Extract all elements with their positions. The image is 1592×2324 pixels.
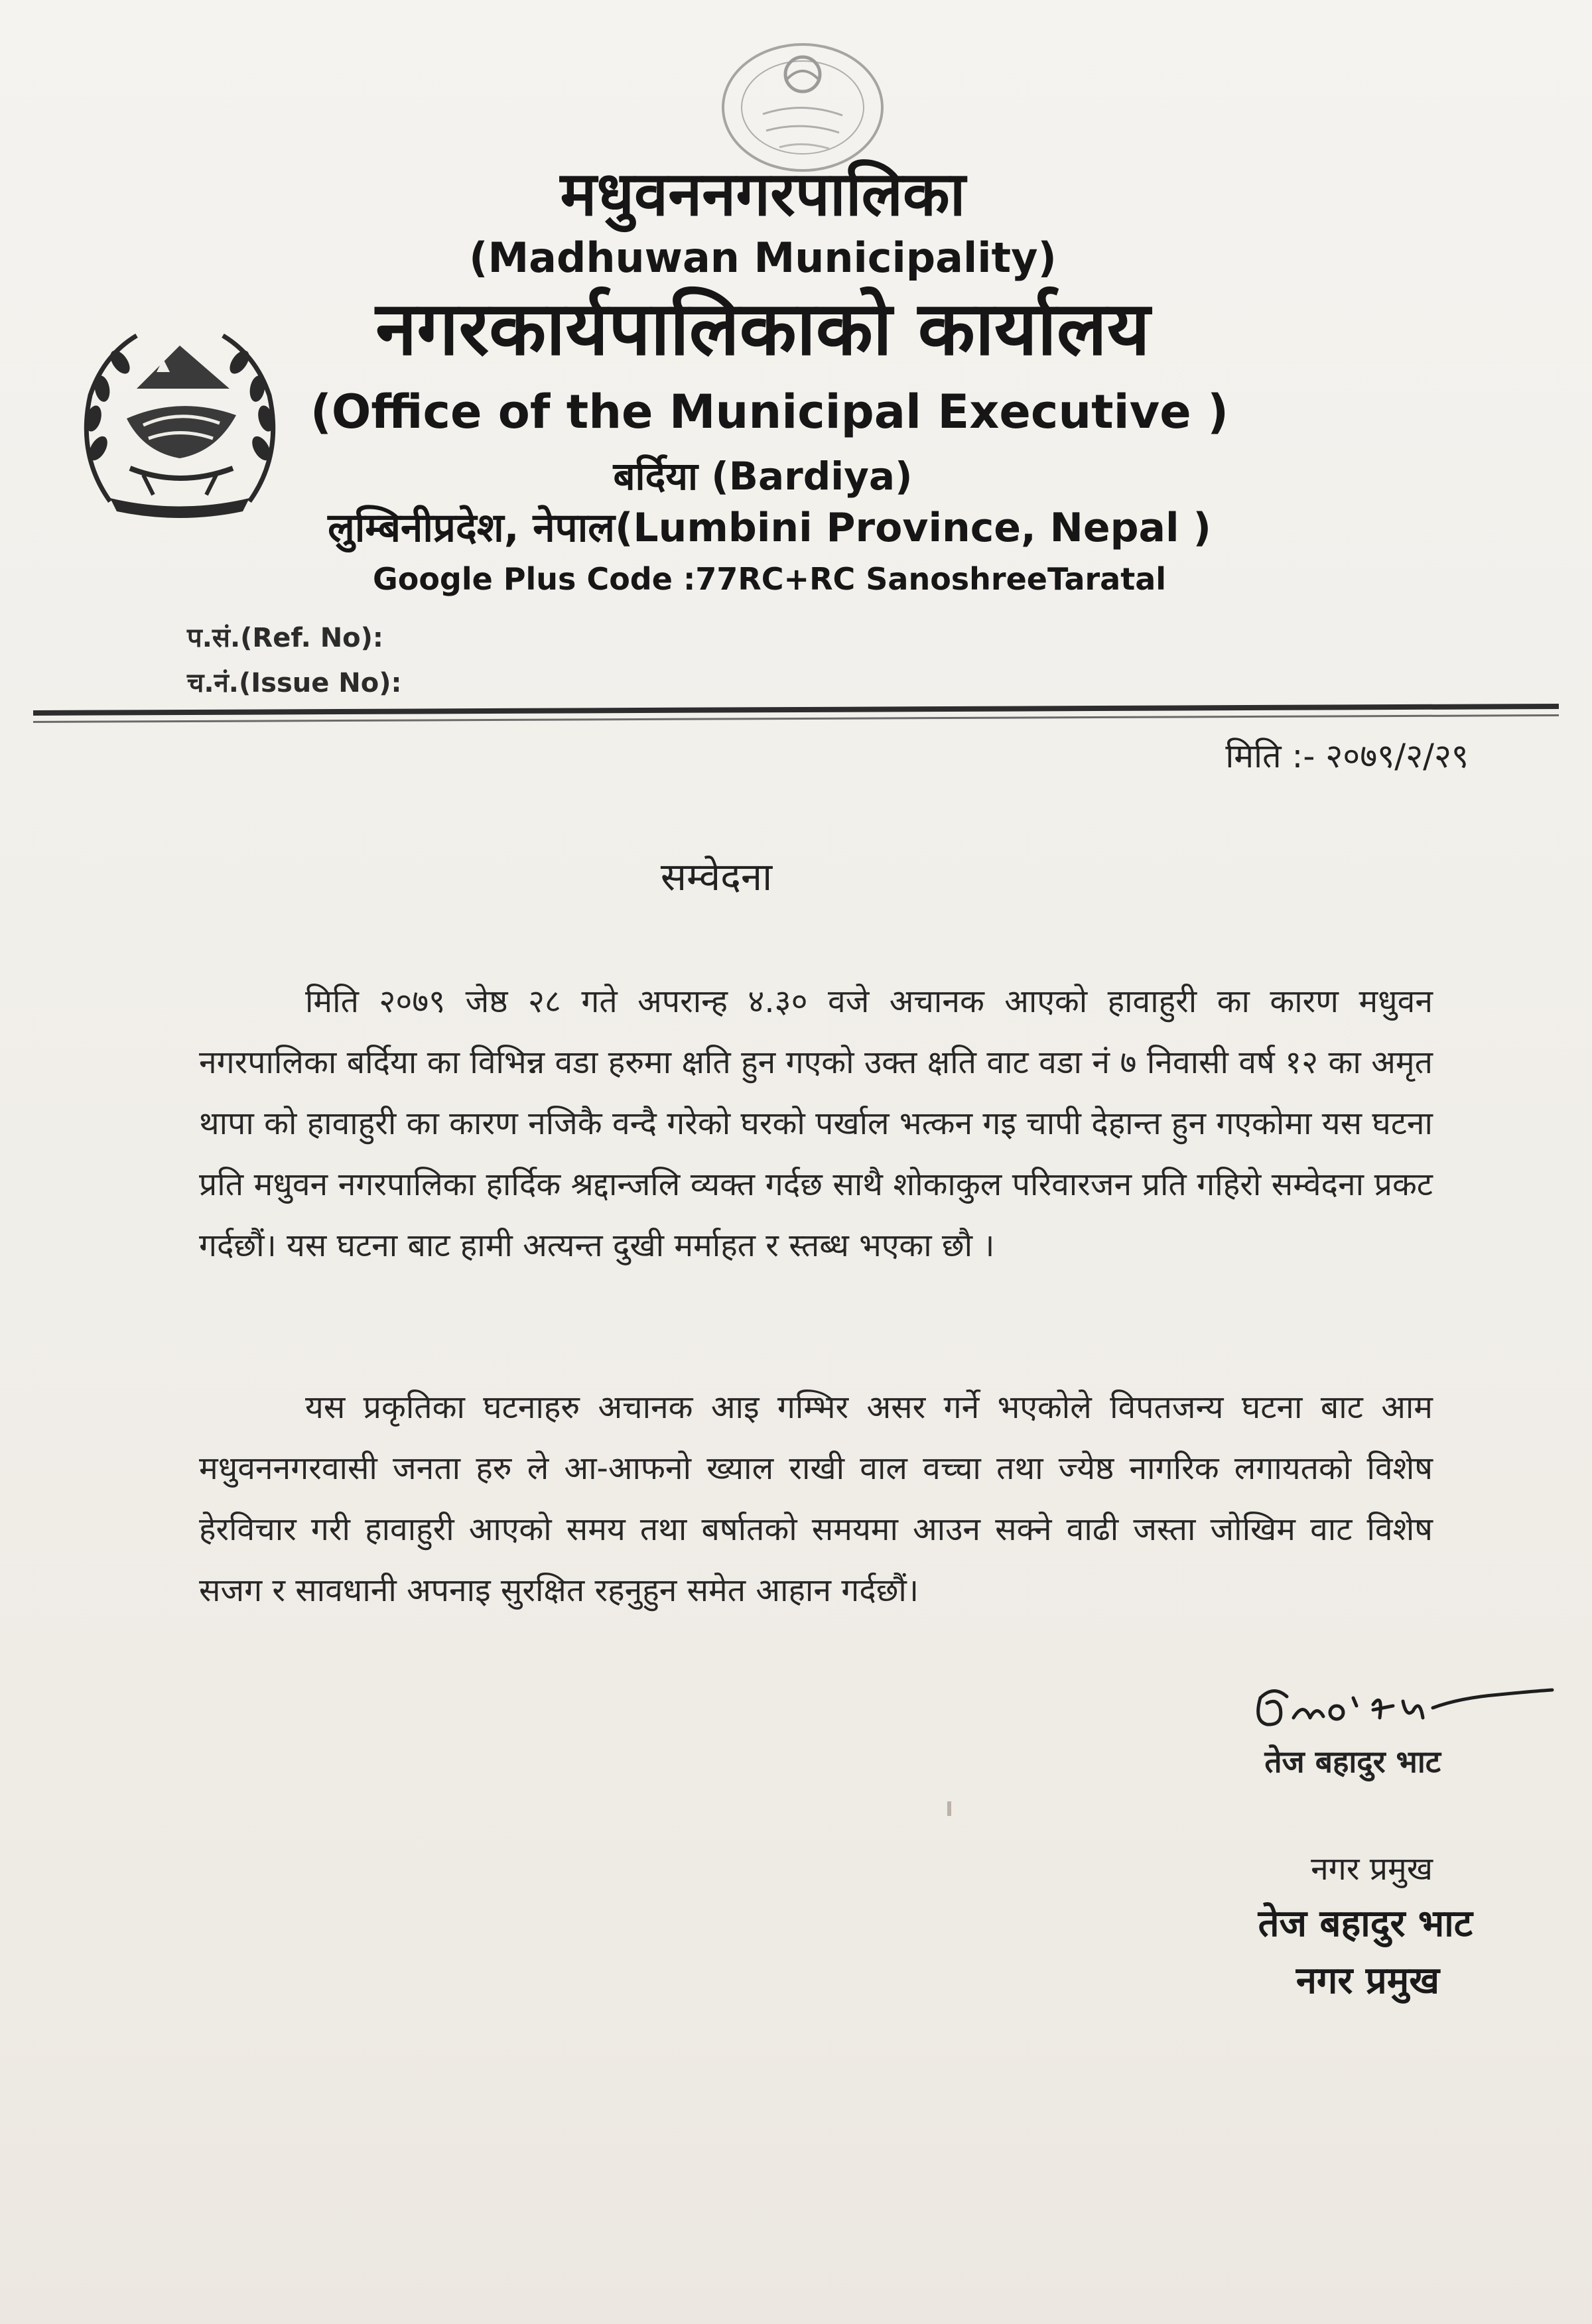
letter-date: मिति :- २०७९/२/२९: [1225, 737, 1469, 775]
plus-code: Google Plus Code :77RC+RC SanoshreeTaratal: [372, 561, 1167, 597]
title-stamp: नगर प्रमुख: [1295, 1959, 1439, 2002]
body-paragraph: यस प्रकृतिका घटनाहरु अचानक आइ गम्भिर असर गर्ने भएकोले विपतजन्य घटना बाट आम मधुवननगरवासी जनता हरु ले आ-आफनो ख्याल राखी वाल वच्चा तथा ज्येष्ठ नागरिक लगायतको विशेष हेरविचार गरी हावाहुरी आएको समय तथा बर्षातको समयमा आउन सक्ने वाढी जस्ता जोखिम वाट विशेष सजग र सावधानी अपनाइ सुरक्षित रहनुहुन समेत आहान गर्दछौं।: [199, 1389, 1433, 1609]
municipality-name-english: (Madhuwan Municipality): [469, 233, 1057, 282]
province-name: लुम्बिनीप्रदेश, नेपाल(Lumbini Province, Nepal ): [328, 505, 1211, 551]
body-paragraph: मिति २०७९ जेष्ठ २८ गते अपरान्ह ४.३० वजे अचानक आएको हावाहुरी का कारण मधुवन नगरपालिका बर्दिया का विभिन्न वडा हरुमा क्षति हुन गएको उक्त क्षति वाट वडा नं ७ निवासी वर्ष १२ का अमृत थापा को हावाहुरी का कारण नजिकै वन्दै गरेको घरको पर्खाल भत्कन गइ चापी देहान्त हुन गएकोमा यस घटना प्रति मधुवन नगरपालिका हार्दिक श्रद्दान्जलि व्यक्त गर्दछ साथै शोकाकुल परिवारजन प्रति गहिरो सम्वेदना प्रकट गर्दछौं। यस घटना बाट हामी अत्यन्त दुखी मर्माहत र स्तब्ध भएका छौ ।: [199, 983, 1433, 1264]
office-name-nepali: नगरकार्यपालिकाको कार्यालय: [375, 286, 1150, 372]
municipality-name-nepali: मधुवननगरपालिका: [560, 159, 966, 229]
issue-number-label: च.नं.(Issue No):: [187, 668, 402, 698]
signer-title: नगर प्रमुख: [1311, 1850, 1433, 1888]
name-stamp: तेज बहादुर भाट: [1258, 1902, 1473, 1945]
signer-name: तेज बहादुर भाट: [1264, 1744, 1441, 1779]
letter-subject: सम्वेदना: [660, 854, 773, 899]
district-name: बर्दिया (Bardiya): [613, 454, 913, 499]
office-name-english: (Office of the Municipal Executive ): [310, 385, 1229, 439]
reference-number-label: प.सं.(Ref. No):: [187, 623, 383, 653]
paper-mark: [947, 1801, 951, 1816]
header-divider: [33, 704, 1559, 716]
header-divider-thin: [33, 714, 1559, 723]
handwritten-signature: [1247, 1671, 1559, 1744]
